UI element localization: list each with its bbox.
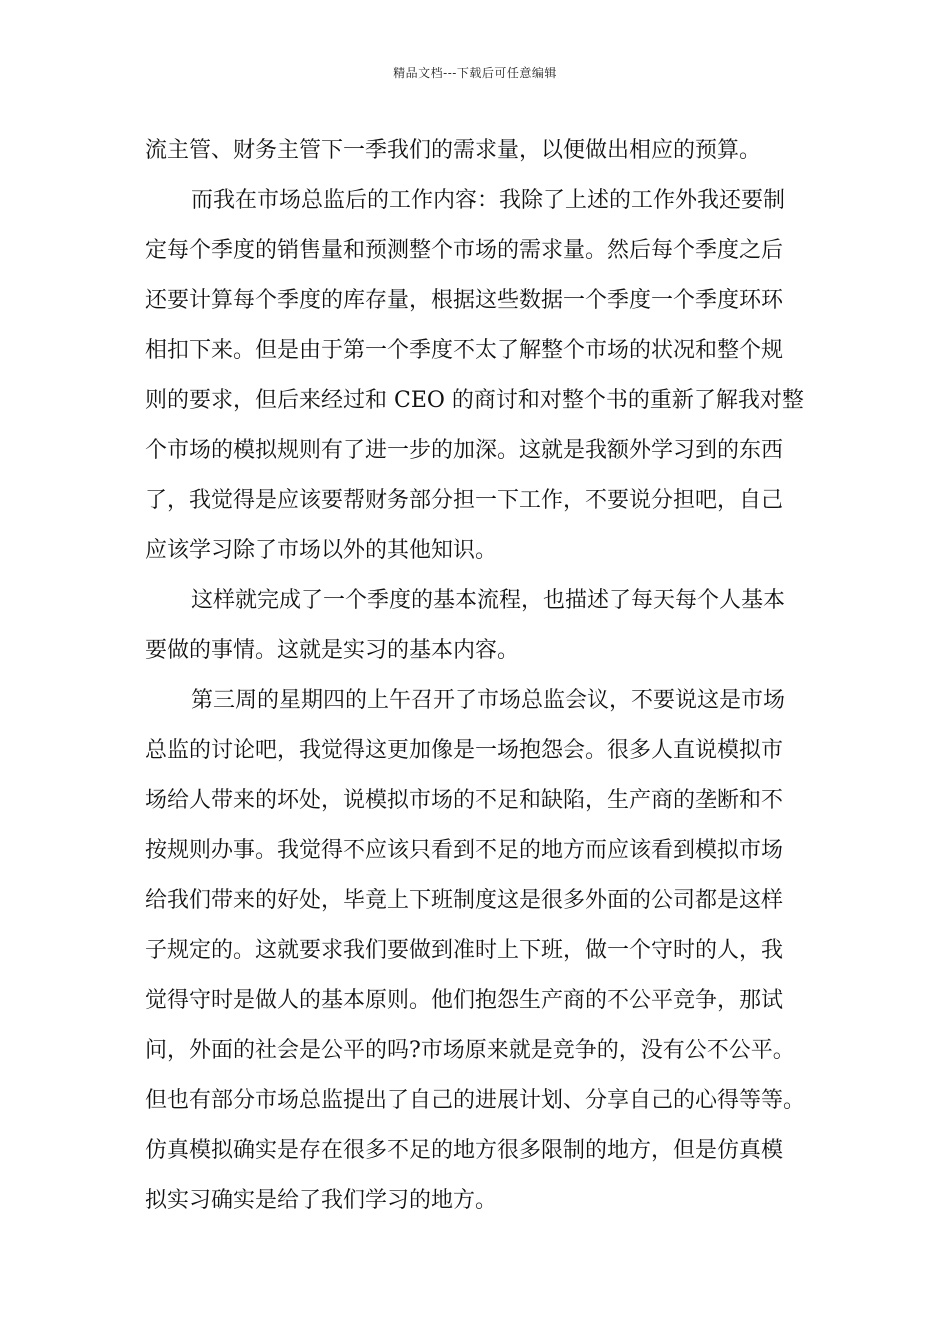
text-line: 了，我觉得是应该要帮财务部分担一下工作，不要说分担吧，自己	[145, 488, 784, 513]
text-line: 应该学习除了市场以外的其他知识。	[145, 538, 498, 563]
text-line: 给我们带来的好处，毕竟上下班制度这是很多外面的公司都是这样	[145, 888, 784, 913]
text-line: 个市场的模拟规则有了进一步的加深。这就是我额外学习到的东西	[145, 438, 784, 463]
text-line: 总监的讨论吧，我觉得这更加像是一场抱怨会。很多人直说模拟市	[145, 738, 784, 763]
text-line: 场给人带来的坏处，说模拟市场的不足和缺陷，生产商的垄断和不	[145, 788, 784, 813]
text-line: 定每个季度的销售量和预测整个市场的需求量。然后每个季度之后	[145, 238, 784, 263]
text-line: 第三周的星期四的上午召开了市场总监会议，不要说这是市场	[191, 688, 786, 713]
text-line: 要做的事情。这就是实习的基本内容。	[145, 638, 520, 663]
text-line: 觉得守时是做人的基本原则。他们抱怨生产商的不公平竞争，那试	[145, 988, 784, 1013]
text-line: 但也有部分市场总监提出了自己的进展计划、分享自己的心得等等。	[145, 1088, 806, 1113]
text-line: 相扣下来。但是由于第一个季度不太了解整个市场的状况和整个规	[145, 338, 784, 363]
text-line: 仿真模拟确实是存在很多不足的地方很多限制的地方，但是仿真模	[145, 1138, 784, 1163]
text-line: 拟实习确实是给了我们学习的地方。	[145, 1188, 498, 1213]
text-line: 问，外面的社会是公平的吗?市场原来就是竞争的，没有公不公平。	[145, 1038, 795, 1063]
text-line: 而我在市场总监后的工作内容：我除了上述的工作外我还要制	[191, 188, 786, 213]
text-line: 还要计算每个季度的库存量，根据这些数据一个季度一个季度环环	[145, 288, 784, 313]
text-line: 这样就完成了一个季度的基本流程，也描述了每天每个人基本	[191, 588, 786, 613]
text-line: 流主管、财务主管下一季我们的需求量，以便做出相应的预算。	[145, 138, 762, 163]
text-line: 按规则办事。我觉得不应该只看到不足的地方而应该看到模拟市场	[145, 838, 784, 863]
text-line: 子规定的。这就要求我们要做到准时上下班，做一个守时的人，我	[145, 938, 784, 963]
page-header: 精品文档---下载后可任意编辑	[393, 66, 557, 80]
text-line: 则的要求，但后来经过和 CEO 的商讨和对整个书的重新了解我对整	[145, 388, 804, 413]
document-body	[145, 126, 825, 1226]
